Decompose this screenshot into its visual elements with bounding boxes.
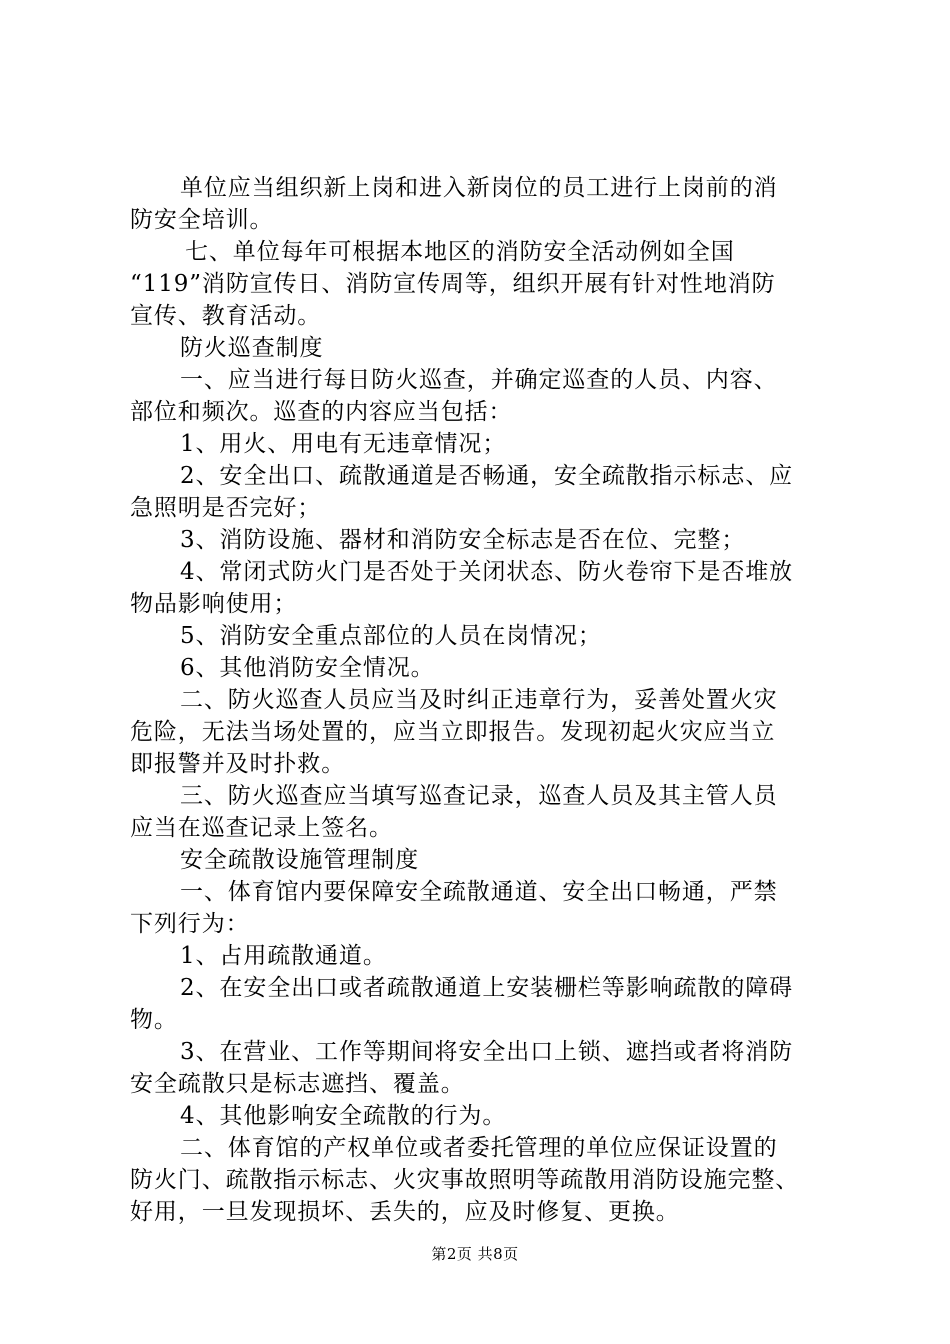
document-body — [130, 172, 830, 1228]
text-line: 应当在巡查记录上签名。 — [130, 815, 393, 841]
text-line: 二、防火巡查人员应当及时纠正违章行为，妥善处置火灾 — [180, 687, 778, 713]
text-line: 急照明是否完好； — [130, 495, 322, 521]
text-line: 防安全培训。 — [130, 207, 274, 233]
text-line: 5、消防安全重点部位的人员在岗情况； — [180, 623, 602, 649]
text-line: 单位应当组织新上岗和进入新岗位的员工进行上岗前的消 — [180, 175, 778, 201]
text-line: 物品影响使用； — [130, 591, 298, 617]
text-line: 物。 — [130, 1007, 178, 1033]
text-line: “119”消防宣传日、消防宣传周等，组织开展有针对性地消防 — [130, 271, 776, 297]
text-line: 防火门、疏散指示标志、火灾事故照明等疏散用消防设施完整、 — [130, 1167, 800, 1193]
text-line: 1、用火、用电有无违章情况； — [180, 431, 507, 457]
page-footer: 第2页 共8页 — [431, 1245, 519, 1263]
text-line: 2、在安全出口或者疏散通道上安装栅栏等影响疏散的障碍 — [180, 975, 794, 1001]
text-line: 安全疏散设施管理制度 — [180, 847, 419, 873]
text-line: 3、在营业、工作等期间将安全出口上锁、遮挡或者将消防 — [180, 1039, 794, 1065]
text-line: 即报警并及时扑救。 — [130, 751, 346, 777]
text-line: 2、安全出口、疏散通道是否畅通，安全疏散指示标志、应 — [180, 463, 794, 489]
text-line: 七、单位每年可根据本地区的消防安全活动例如全国 — [185, 239, 735, 265]
text-line: 1、占用疏散通道。 — [180, 943, 387, 969]
text-line: 防火巡查制度 — [180, 335, 324, 361]
text-line: 三、防火巡查应当填写巡查记录，巡查人员及其主管人员 — [180, 783, 778, 809]
text-line: 宣传、教育活动。 — [130, 303, 322, 329]
text-line: 4、常闭式防火门是否处于关闭状态、防火卷帘下是否堆放 — [180, 559, 794, 585]
text-line: 危险，无法当场处置的，应当立即报告。发现初起火灾应当立 — [130, 719, 776, 745]
text-line: 安全疏散只是标志遮挡、覆盖。 — [130, 1071, 465, 1097]
text-line: 一、应当进行每日防火巡查，并确定巡查的人员、内容、 — [180, 367, 778, 393]
text-line: 二、体育馆的产权单位或者委托管理的单位应保证设置的 — [180, 1135, 778, 1161]
text-line: 部位和频次。巡查的内容应当包括： — [130, 399, 513, 425]
text-line: 下列行为： — [130, 911, 250, 937]
text-line: 4、其他影响安全疏散的行为。 — [180, 1103, 507, 1129]
text-line: 3、消防设施、器材和消防安全标志是否在位、完整； — [180, 527, 746, 553]
text-line: 6、其他消防安全情况。 — [180, 655, 435, 681]
text-line: 一、体育馆内要保障安全疏散通道、安全出口畅通，严禁 — [180, 879, 778, 905]
text-line: 好用，一旦发现损坏、丢失的，应及时修复、更换。 — [130, 1199, 680, 1225]
